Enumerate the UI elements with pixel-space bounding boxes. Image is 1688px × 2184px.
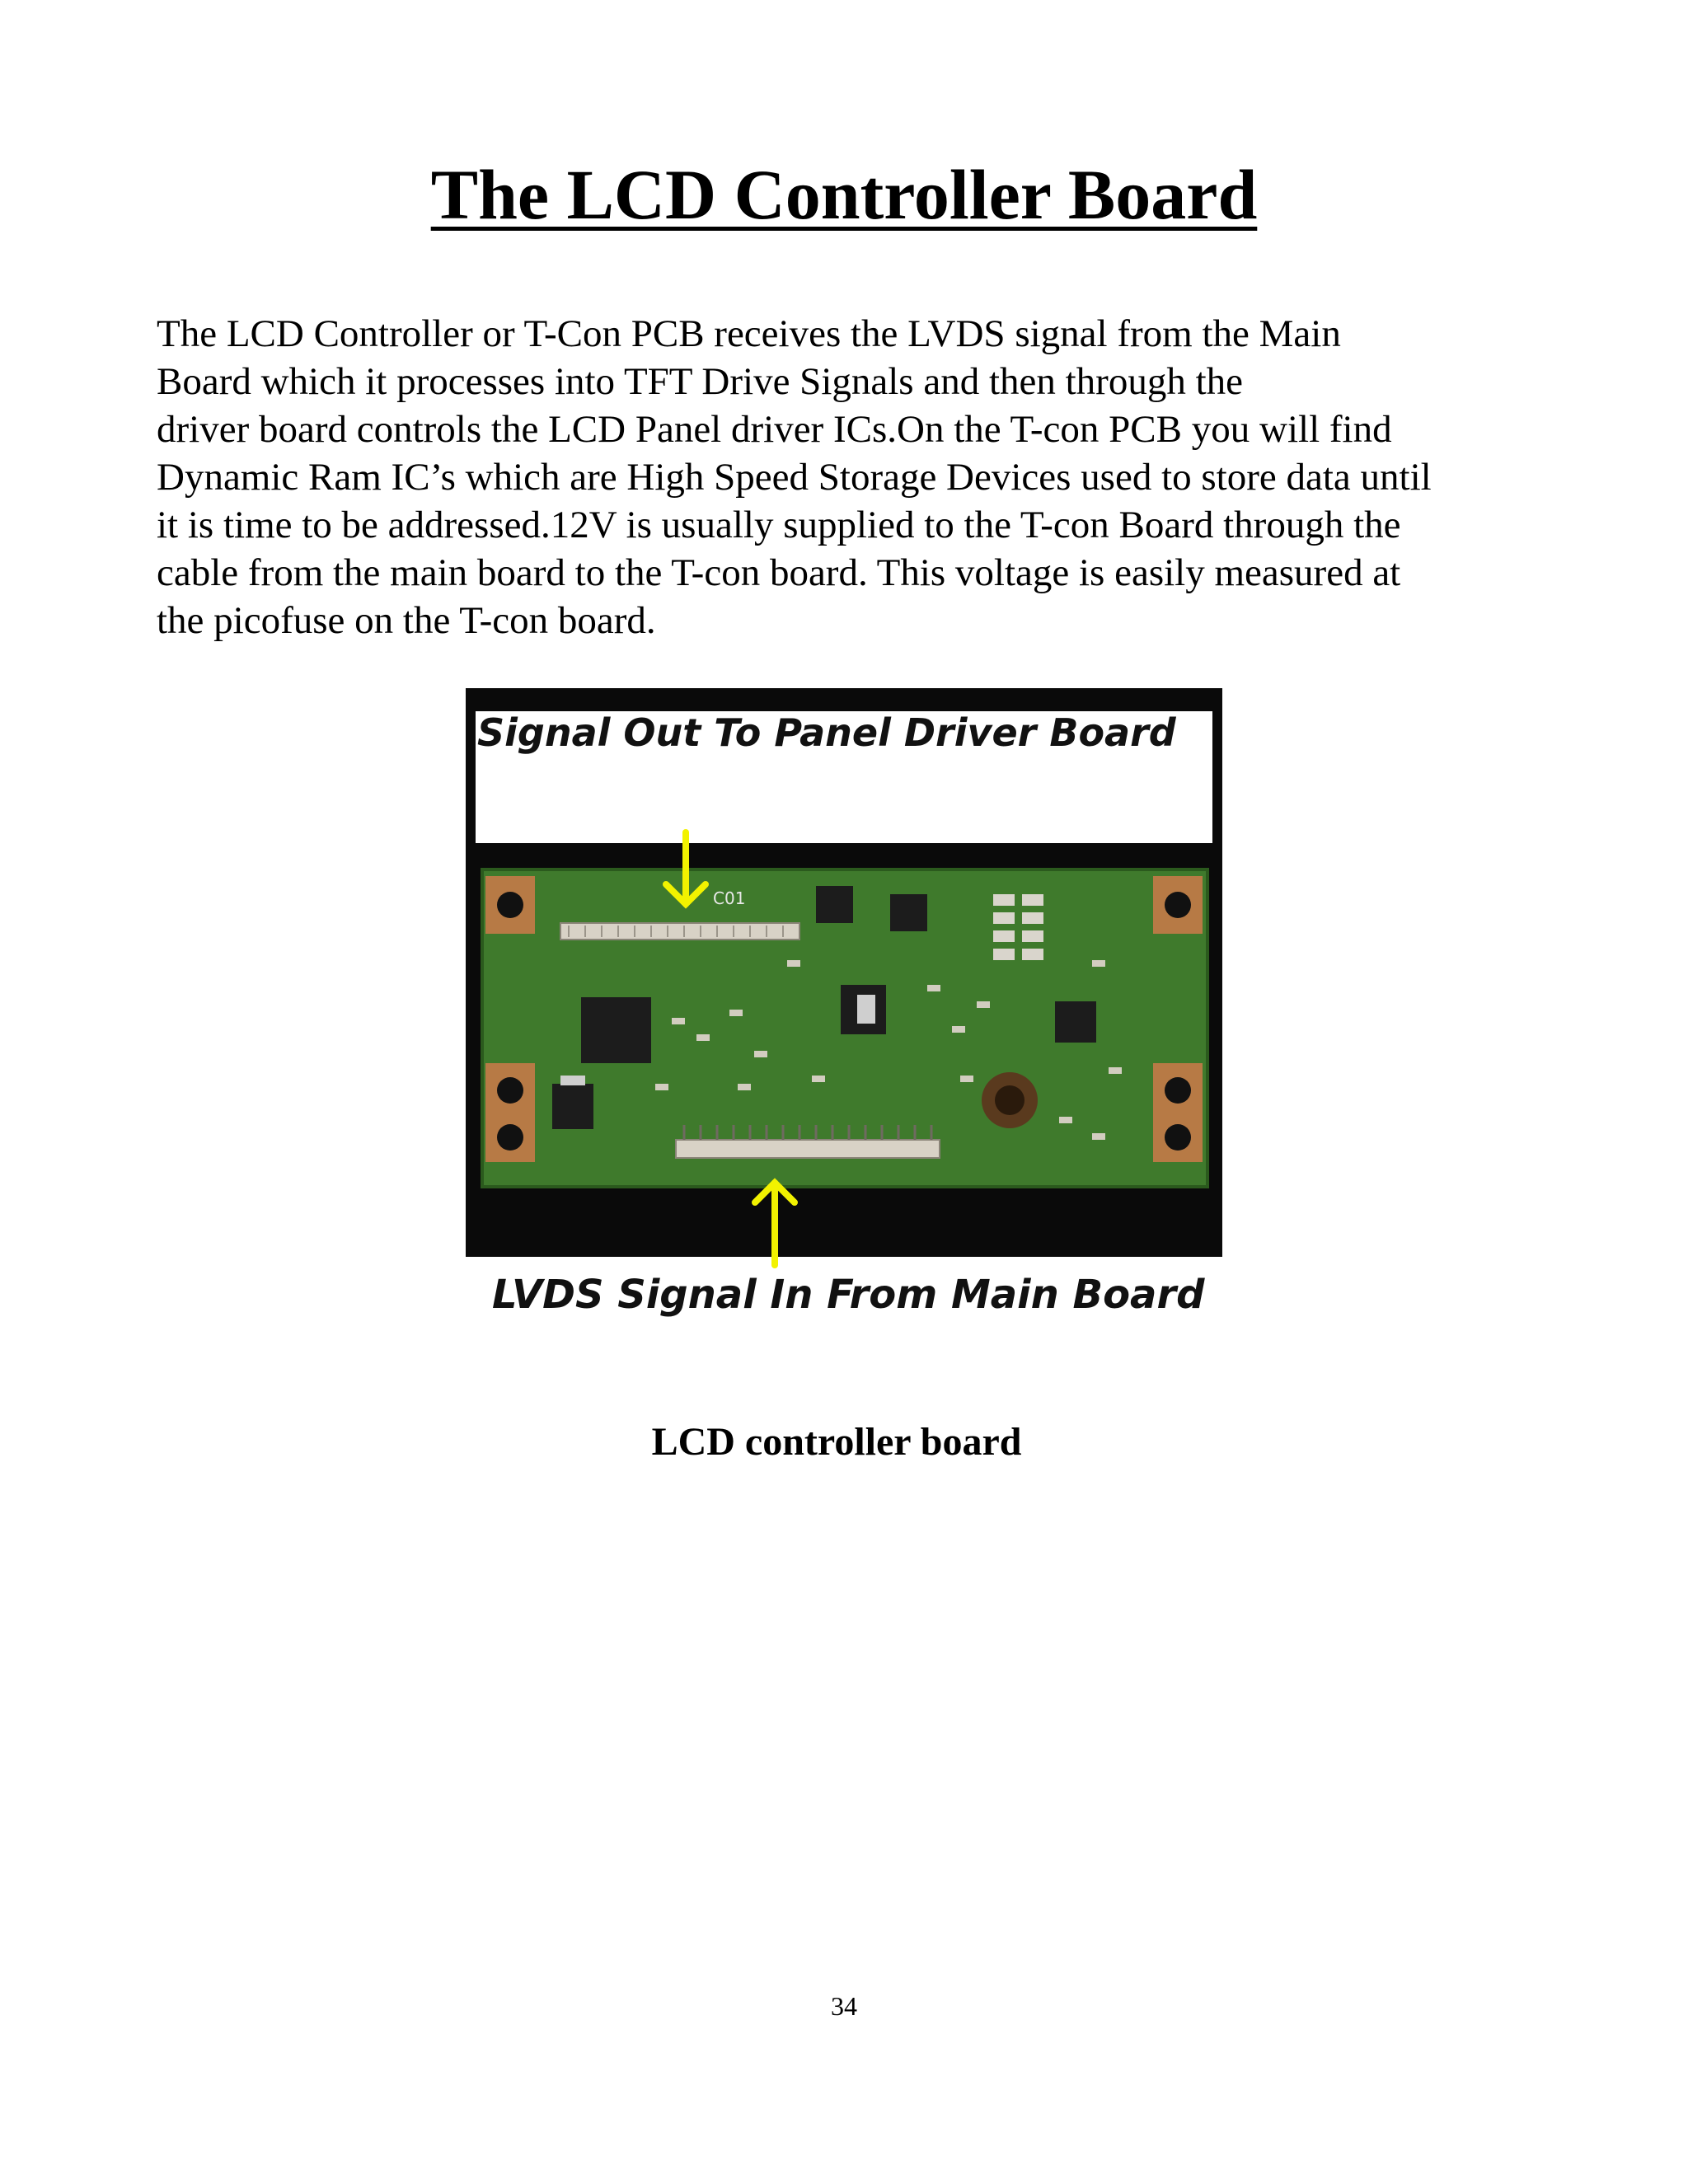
ic-chip	[552, 1084, 593, 1129]
paragraph-line: Board which it processes into TFT Drive Signals and then through the	[157, 360, 1243, 403]
page-number: 34	[831, 1991, 857, 2021]
ic-chip	[890, 894, 927, 931]
tcon-board-photo	[466, 688, 1222, 1323]
lvds-input-connector	[676, 1140, 940, 1158]
ic-chip	[1055, 1001, 1096, 1043]
figure-caption: LCD controller board	[651, 1420, 1022, 1464]
paragraph-line: The LCD Controller or T-Con PCB receives the LVDS signal from the Main	[157, 312, 1341, 355]
top-label: Signal Out To Panel Driver Board	[477, 710, 1176, 755]
page-title-text: The LCD Controller Board	[430, 155, 1258, 234]
paragraph-line: cable from the main board to the T-con board. This voltage is easily measured at	[157, 551, 1401, 594]
tcon-board-illustration	[466, 688, 1222, 1323]
controller-ic	[581, 997, 651, 1063]
board-marking: C01	[713, 888, 746, 908]
page-title	[0, 153, 1688, 236]
output-connector	[560, 923, 799, 940]
body-paragraph	[157, 310, 1558, 644]
paragraph-line: the picofuse on the T-con board.	[157, 599, 656, 642]
paragraph-line: it is time to be addressed.12V is usually supplied to the T-con Board through the	[157, 504, 1401, 546]
bottom-label: LVDS Signal In From Main Board	[492, 1272, 1205, 1318]
paragraph-line: Dynamic Ram IC’s which are High Speed Storage Devices used to store data until	[157, 456, 1432, 499]
ic-chip	[816, 886, 853, 923]
paragraph-line: driver board controls the LCD Panel driver ICs.On the T-con PCB you will find	[157, 408, 1392, 451]
